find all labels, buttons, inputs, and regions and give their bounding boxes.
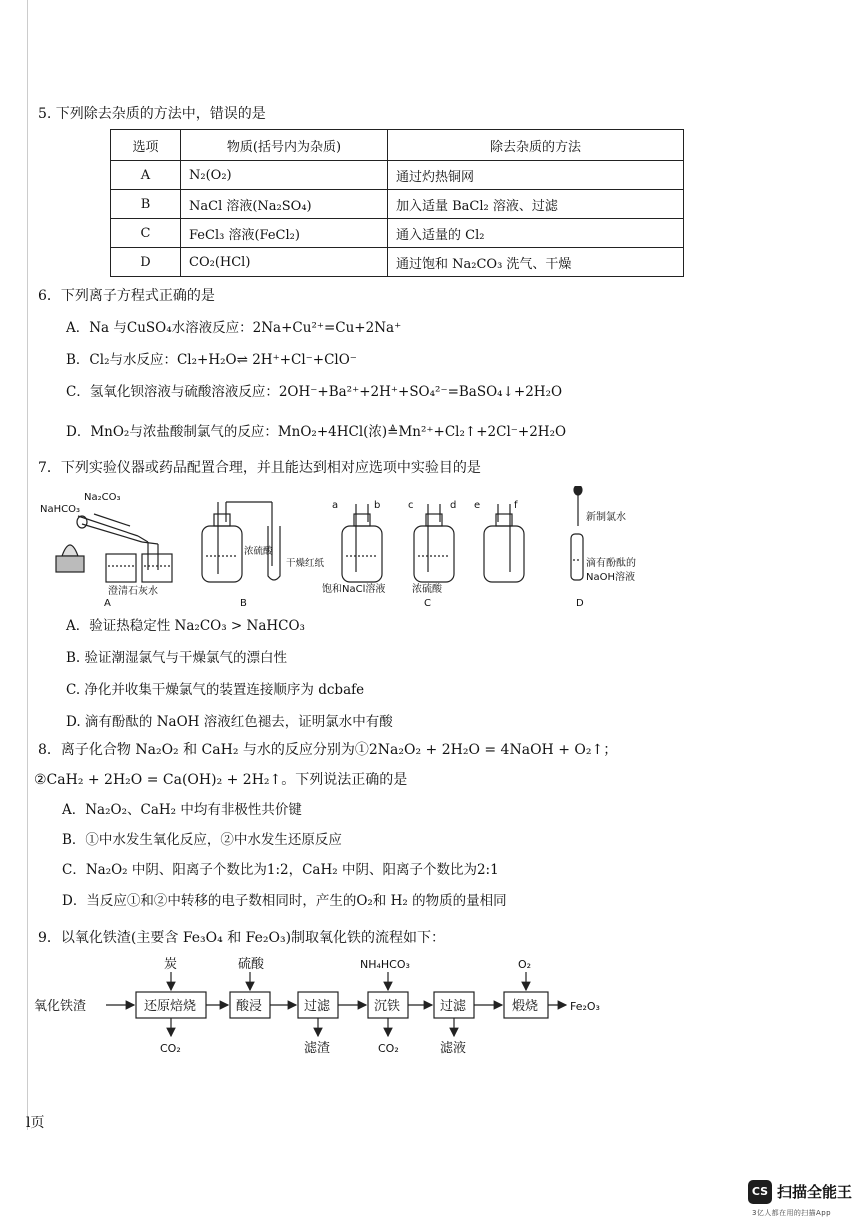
- table-header: 物质(括号内为杂质): [181, 130, 388, 161]
- label-conc-acid: 浓硫酸: [412, 584, 442, 595]
- flow-output: CO₂: [378, 1042, 399, 1055]
- flow-output: 滤液: [440, 1041, 467, 1056]
- table-row: [111, 161, 684, 190]
- flow-start: 氧化铁渣: [34, 999, 87, 1014]
- q7-apparatus-figure: [30, 486, 670, 614]
- q9-stem: 9．以氧化铁渣(主要含 Fe₃O₄ 和 Fe₂O₃)制取氧化铁的流程如下：: [38, 930, 446, 946]
- table-row: [111, 248, 684, 277]
- q7-option-a: A．验证热稳定性 Na₂CO₃ > NaHCO₃: [66, 618, 305, 634]
- q6-option-a: A．Na 与CuSO₄水溶液反应：2Na+Cu²⁺=Cu+2Na⁺: [66, 320, 402, 336]
- port-letter: d: [450, 500, 457, 511]
- flow-input: O₂: [518, 958, 532, 971]
- camscanner-logo-icon: CS: [748, 1180, 772, 1204]
- label-conc-h2so4: 浓硫酸: [244, 546, 273, 557]
- flow-step: 煅烧: [512, 999, 539, 1014]
- q7-option-b: B. 验证潮湿氯气与干燥氯气的漂白性: [66, 650, 288, 666]
- flow-step: 还原焙烧: [144, 999, 197, 1014]
- label-phenol: 滴有酚酞的: [586, 558, 636, 569]
- q6-option-b: B．Cl₂与水反应：Cl₂+H₂O⇌ 2H⁺+Cl⁻+ClO⁻: [66, 352, 357, 368]
- figure-label: A: [104, 598, 111, 609]
- table-cell: N₂(O₂): [181, 161, 388, 190]
- table-header: 选项: [111, 130, 181, 161]
- figure-label: C: [424, 598, 431, 609]
- q5-stem: 5. 下列除去杂质的方法中，错误的是: [38, 106, 266, 122]
- flow-product: Fe₂O₃: [570, 1000, 600, 1013]
- flow-step: 沉铁: [374, 999, 401, 1014]
- table-cell: FeCl₃ 溶液(FeCl₂): [181, 219, 388, 248]
- label-na2co3: Na₂CO₃: [84, 492, 121, 503]
- flow-input: NH₄HCO₃: [360, 958, 410, 971]
- flow-step: 过滤: [440, 999, 467, 1014]
- flow-input: 炭: [164, 957, 178, 972]
- port-letter: b: [374, 500, 381, 511]
- port-letter: f: [514, 500, 518, 511]
- q9-flow-diagram: [30, 950, 650, 1070]
- table-cell: B: [111, 190, 181, 219]
- port-letter: a: [332, 500, 339, 511]
- app-name: 扫描全能王: [777, 1183, 853, 1201]
- flow-output: 滤渣: [304, 1041, 331, 1056]
- table-cell: CO₂(HCl): [181, 248, 388, 277]
- flow-step: 酸浸: [236, 999, 263, 1014]
- app-tagline: 3亿人都在用的扫描App: [752, 1209, 831, 1217]
- q8-option-c: C．Na₂O₂ 中阴、阳离子个数比为1:2，CaH₂ 中阴、阳离子个数比为2:1: [62, 862, 499, 878]
- flow-output: CO₂: [160, 1042, 181, 1055]
- table-cell: 通过灼热铜网: [388, 161, 684, 190]
- q8-stem-line1: 8．离子化合物 Na₂O₂ 和 CaH₂ 与水的反应分别为①2Na₂O₂ + 2H₂O = 4NaOH + O₂↑；: [38, 742, 618, 758]
- q8-option-a: A．Na₂O₂、CaH₂ 中均有非极性共价键: [62, 802, 302, 818]
- port-letter: e: [474, 500, 481, 511]
- figure-label: D: [576, 598, 584, 609]
- table-cell: 通入适量的 Cl₂: [388, 219, 684, 248]
- scan-edge: [27, 0, 28, 1130]
- table-header: 除去杂质的方法: [388, 130, 684, 161]
- q7-option-c: C. 净化并收集干燥氯气的装置连接顺序为 dcbafe: [66, 682, 365, 698]
- table-row: [111, 219, 684, 248]
- label-naoh: NaOH溶液: [586, 572, 635, 583]
- camscanner-watermark: [748, 1180, 858, 1220]
- q6-option-c: C．氢氧化钡溶液与硫酸溶液反应：2OH⁻+Ba²⁺+2H⁺+SO₄²⁻=BaSO₄↓+2H₂O: [66, 384, 563, 400]
- figure-label: B: [240, 598, 247, 609]
- port-letter: c: [408, 500, 414, 511]
- table-cell: 通过饱和 Na₂CO₃ 洗气、干燥: [388, 248, 684, 277]
- label-nahco3: NaHCO₃: [40, 504, 80, 515]
- label-chlorine-water: 新制氯水: [586, 512, 626, 523]
- table-cell: A: [111, 161, 181, 190]
- table-cell: NaCl 溶液(Na₂SO₄): [181, 190, 388, 219]
- q7-option-d: D. 滴有酚酞的 NaOH 溶液红色褪去，证明氯水中有酸: [66, 714, 393, 730]
- label-limewater: 澄清石灰水: [108, 586, 158, 597]
- table-header-row: [111, 130, 684, 161]
- table-cell: D: [111, 248, 181, 277]
- flow-step: 过滤: [304, 999, 331, 1014]
- page-number: l页: [26, 1115, 45, 1131]
- q6-option-d: D．MnO₂与浓盐酸制氯气的反应：MnO₂+4HCl(浓)≜Mn²⁺+Cl₂↑+2Cl⁻+2H₂O: [66, 424, 567, 440]
- q7-stem: 7．下列实验仪器或药品配置合理，并且能达到相对应选项中实验目的是: [38, 460, 481, 476]
- table-row: [111, 190, 684, 219]
- q5-table: [110, 129, 684, 277]
- label-dry-paper: 干燥红纸: [286, 558, 325, 569]
- table-cell: 加入适量 BaCl₂ 溶液、过滤: [388, 190, 684, 219]
- q8-option-d: D．当反应①和②中转移的电子数相同时，产生的O₂和 H₂ 的物质的量相同: [62, 893, 507, 909]
- label-nacl-saturated: 饱和NaCl溶液: [322, 584, 386, 595]
- q6-stem: 6．下列离子方程式正确的是: [38, 288, 215, 304]
- table-cell: C: [111, 219, 181, 248]
- flow-input: 硫酸: [238, 957, 265, 972]
- q8-stem-line2: ②CaH₂ + 2H₂O = Ca(OH)₂ + 2H₂↑。下列说法正确的是: [34, 772, 408, 788]
- q8-option-b: B．①中水发生氧化反应，②中水发生还原反应: [62, 832, 342, 848]
